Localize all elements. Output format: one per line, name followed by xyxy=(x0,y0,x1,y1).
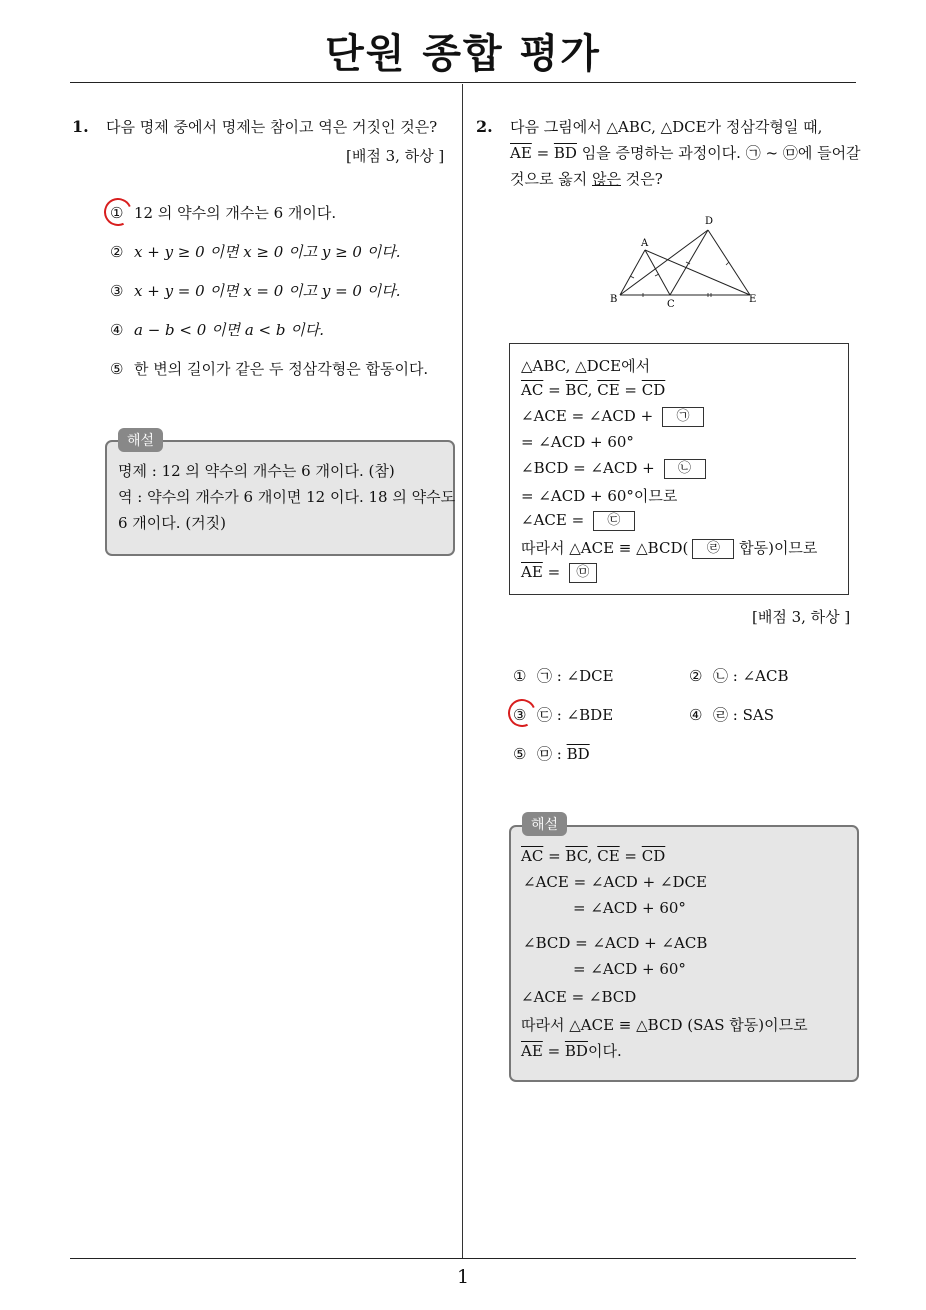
choice-number: ① xyxy=(513,667,527,685)
separator: , xyxy=(587,381,598,399)
q1-choice-4[interactable] xyxy=(110,319,324,340)
q2-question-line2 xyxy=(510,140,861,166)
segment-ae: $\overline{AE}$ xyxy=(521,1042,543,1060)
choice-text: ㉤ : xyxy=(537,745,567,763)
segment-ae: $\overline{AE}$ xyxy=(510,144,532,162)
equals: = xyxy=(619,381,642,399)
proof-line-4: = ∠ACD + 60° xyxy=(521,433,634,451)
proof-line-6: = ∠ACD + 60°이므로 xyxy=(521,487,678,505)
q2-choice-3[interactable] xyxy=(513,704,613,725)
q1-explanation-line: 역 : 약수의 개수가 6 개이면 12 이다. 18 의 약수도 xyxy=(118,488,456,506)
label-a: A xyxy=(641,238,649,249)
equals: = xyxy=(543,381,566,399)
page-number: 1 xyxy=(456,1266,470,1288)
q2-choice-2[interactable] xyxy=(689,665,789,686)
q2-explanation-line: = ∠ACD + 60° xyxy=(573,899,686,917)
q2-explanation-line: = ∠ACD + 60° xyxy=(573,960,686,978)
q1-question: 다음 명제 중에서 명제는 참이고 역은 거짓인 것은? xyxy=(106,118,438,136)
blank-5: ㉤ xyxy=(569,563,597,583)
proof-line-5 xyxy=(521,459,706,479)
choice-text: 12 의 약수의 개수는 6 개이다. xyxy=(134,204,337,222)
choice-text: ㉢ : ∠BDE xyxy=(537,706,614,724)
proof-text: ∠ACE = ∠ACD + xyxy=(521,407,658,425)
page-title: 단원 종합 평가 xyxy=(325,31,601,77)
label-e: E xyxy=(749,294,757,305)
segment-ce: $\overline{CE}$ xyxy=(597,381,620,399)
q1-number: 1. xyxy=(72,117,89,136)
bottom-rule xyxy=(70,1258,856,1259)
blank-2: ㉡ xyxy=(664,459,706,479)
q1-choice-2[interactable] xyxy=(110,241,400,262)
segment-bc: $\overline{BC}$ xyxy=(565,847,588,865)
proof-text: 따라서 △ACE ≡ △BCD( xyxy=(521,539,689,557)
q2-explanation-line: ∠ACE = ∠ACD + ∠DCE xyxy=(523,873,707,891)
q2-question-rest: 임을 증명하는 과정이다. ㉠ ~ ㉤에 들어갈 xyxy=(576,144,861,162)
column-divider xyxy=(462,84,463,1259)
choice-text: x + y ≥ 0 이면 x ≥ 0 이고 y ≥ 0 이다. xyxy=(134,243,401,261)
q2-choice-4[interactable] xyxy=(689,704,774,725)
choice-number: ④ xyxy=(110,321,124,339)
q2-question-post: 것은? xyxy=(620,170,663,188)
choice-number: ③ xyxy=(513,706,527,724)
segment-bd: $\overline{BD}$ xyxy=(564,1042,588,1060)
q1-explanation-line: 명제 : 12 의 약수의 개수는 6 개이다. (참) xyxy=(118,462,395,480)
q1-choice-1[interactable] xyxy=(110,202,336,223)
choice-number: ⑤ xyxy=(513,745,527,763)
choice-number: ④ xyxy=(689,706,703,724)
choice-number: ① xyxy=(110,204,124,222)
choice-text: a − b < 0 이면 a < b 이다. xyxy=(134,321,324,339)
proof-text: = xyxy=(542,563,565,581)
blank-3: ㉢ xyxy=(593,511,635,531)
segment-ac: $\overline{AC}$ xyxy=(521,381,544,399)
choice-number: ② xyxy=(110,243,124,261)
proof-text: 합동)이므로 xyxy=(734,539,818,557)
label-c: C xyxy=(667,299,675,310)
choice-text: ㉡ : ∠ACB xyxy=(713,667,789,685)
proof-line-8 xyxy=(521,537,817,559)
proof-line-7 xyxy=(521,511,635,531)
q2-explanation-line: ∠ACE = ∠BCD xyxy=(521,988,637,1006)
separator: , xyxy=(587,847,598,865)
q2-choice-1[interactable] xyxy=(513,665,614,686)
equals: = xyxy=(542,1042,565,1060)
top-rule xyxy=(70,82,856,83)
q1-meta: [배점 3, 하상 ] xyxy=(346,147,445,165)
segment-ac: $\overline{AC}$ xyxy=(521,847,544,865)
proof-line-3 xyxy=(521,407,704,427)
segment-cd: $\overline{CD}$ xyxy=(641,381,666,399)
triangle-figure xyxy=(600,212,770,312)
proof-line-9 xyxy=(521,563,597,583)
q2-explanation-line: ∠BCD = ∠ACD + ∠ACB xyxy=(523,934,708,952)
choice-text: ㉠ : ∠DCE xyxy=(537,667,614,685)
choice-text: 한 변의 길이가 같은 두 정삼각형은 합동이다. xyxy=(134,360,429,378)
segment-ae: $\overline{AE}$ xyxy=(521,563,543,581)
q2-explanation-tag: 해설 xyxy=(522,812,567,836)
q1-explanation-line: 6 개이다. (거짓) xyxy=(118,514,227,532)
choice-number: ⑤ xyxy=(110,360,124,378)
explanation-text: 이다. xyxy=(587,1042,622,1060)
q1-choice-3[interactable] xyxy=(110,280,400,301)
choice-number: ③ xyxy=(110,282,124,300)
q2-question-line1: 다음 그림에서 △ABC, △DCE가 정삼각형일 때, xyxy=(510,118,823,136)
proof-line-2 xyxy=(521,381,665,399)
segment-bd: $\overline{BD}$ xyxy=(566,745,590,763)
q2-question-line3 xyxy=(510,166,663,192)
segment-bd: $\overline{BD}$ xyxy=(553,144,577,162)
label-b: B xyxy=(610,294,618,305)
q2-question-emphasis: 않은 xyxy=(592,170,621,188)
q2-meta: [배점 3, 하상 ] xyxy=(752,608,851,626)
choice-text: x + y = 0 이면 x = 0 이고 y = 0 이다. xyxy=(134,282,401,300)
q2-choice-5[interactable] xyxy=(513,743,590,764)
q1-explanation-tag: 해설 xyxy=(118,428,163,452)
proof-text: ∠ACE = xyxy=(521,511,589,529)
q2-number: 2. xyxy=(476,117,493,136)
segment-ce: $\overline{CE}$ xyxy=(597,847,620,865)
segment-cd: $\overline{CD}$ xyxy=(641,847,666,865)
equals: = xyxy=(543,847,566,865)
equals: = xyxy=(619,847,642,865)
q2-explanation-line: 따라서 △ACE ≡ △BCD (SAS 합동)이므로 xyxy=(521,1016,808,1034)
label-d: D xyxy=(705,216,714,227)
blank-4: ㉣ xyxy=(692,539,734,559)
proof-text: ∠BCD = ∠ACD + xyxy=(521,459,660,477)
choice-number: ② xyxy=(689,667,703,685)
choice-text: ㉣ : SAS xyxy=(713,706,774,724)
equals: = xyxy=(531,144,554,162)
segment-bc: $\overline{BC}$ xyxy=(565,381,588,399)
proof-line-1: △ABC, △DCE에서 xyxy=(521,357,651,375)
blank-1: ㉠ xyxy=(662,407,704,427)
q2-explanation-line xyxy=(521,847,665,865)
q2-question-pre: 것으로 옳지 xyxy=(510,170,592,188)
q1-choice-5[interactable] xyxy=(110,358,428,379)
q2-explanation-line xyxy=(521,1040,622,1061)
